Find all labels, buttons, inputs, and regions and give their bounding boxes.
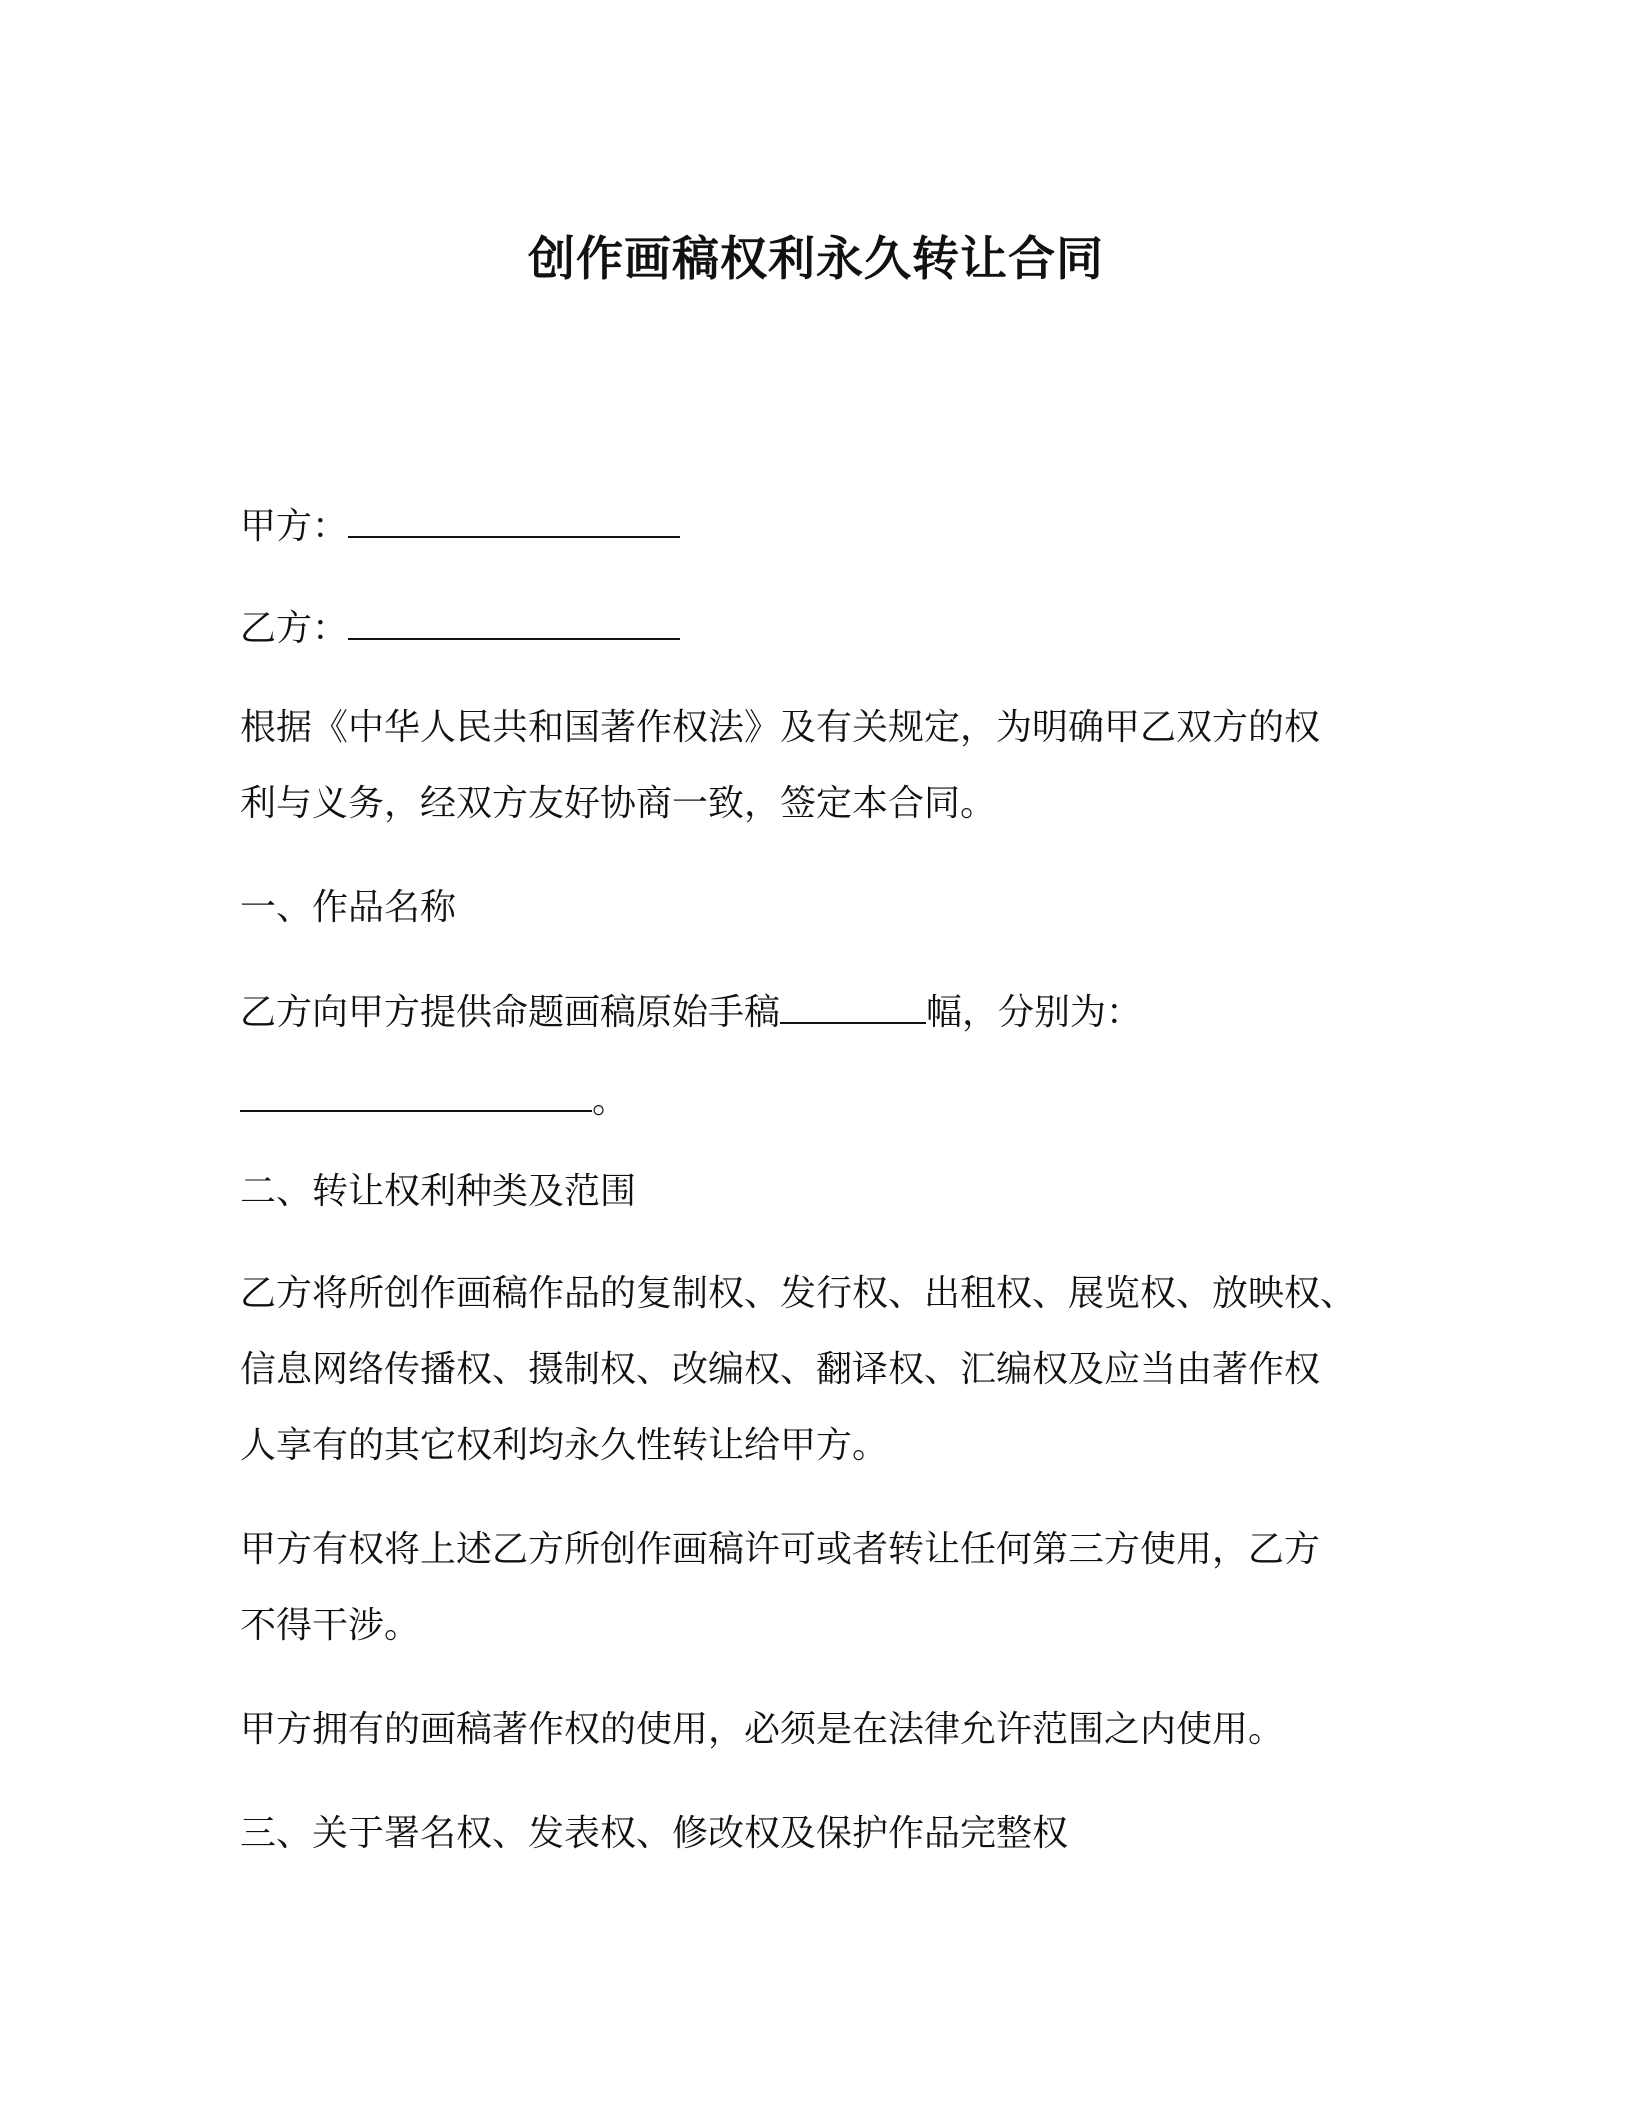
section-1-line-1	[240, 988, 1400, 1035]
section-2-heading: 二、转让权利种类及范围	[240, 1171, 637, 1212]
section-2-para-2-line-2: 不得干涉。	[240, 1605, 421, 1646]
section-3-heading: 三、关于署名权、发表权、修改权及保护作品完整权	[240, 1813, 1069, 1854]
section-2-para-2-line-1: 甲方有权将上述乙方所创作画稿许可或者转让任何第三方使用，乙方	[240, 1529, 1321, 1570]
party-a-line	[240, 502, 1400, 549]
preamble-line-1: 根据《中华人民共和国著作权法》及有关规定，为明确甲乙双方的权	[240, 707, 1321, 748]
section-1-text-after: 幅，分别为：	[926, 992, 1143, 1033]
section-2-para-1-line-2: 信息网络传播权、摄制权、改编权、翻译权、汇编权及应当由著作权	[240, 1349, 1321, 1390]
party-a-label: 甲方：	[240, 506, 349, 547]
section-2-para-1-line-3: 人享有的其它权利均永久性转让给甲方。	[240, 1425, 889, 1466]
drawing-list-blank[interactable]	[240, 1076, 592, 1112]
section-1-line-2	[240, 1076, 1400, 1123]
preamble-line-2: 利与义务，经双方友好协商一致，签定本合同。	[240, 783, 997, 824]
party-b-line	[240, 604, 1400, 651]
section-1-text-before: 乙方向甲方提供命题画稿原始手稿	[240, 992, 781, 1033]
section-2-para-3-line-1: 甲方拥有的画稿著作权的使用，必须是在法律允许范围之内使用。	[240, 1709, 1285, 1750]
party-b-blank[interactable]	[348, 604, 680, 640]
section-2-para-1-line-1: 乙方将所创作画稿作品的复制权、发行权、出租权、展览权、放映权、	[240, 1273, 1357, 1314]
drawing-count-blank[interactable]	[780, 988, 926, 1024]
section-1-line-2-end: 。	[592, 1080, 629, 1121]
section-1-heading: 一、作品名称	[240, 887, 457, 928]
party-b-label: 乙方：	[240, 608, 349, 649]
party-a-blank[interactable]	[348, 502, 680, 538]
document-title: 创作画稿权利永久转让合同	[528, 232, 1104, 287]
